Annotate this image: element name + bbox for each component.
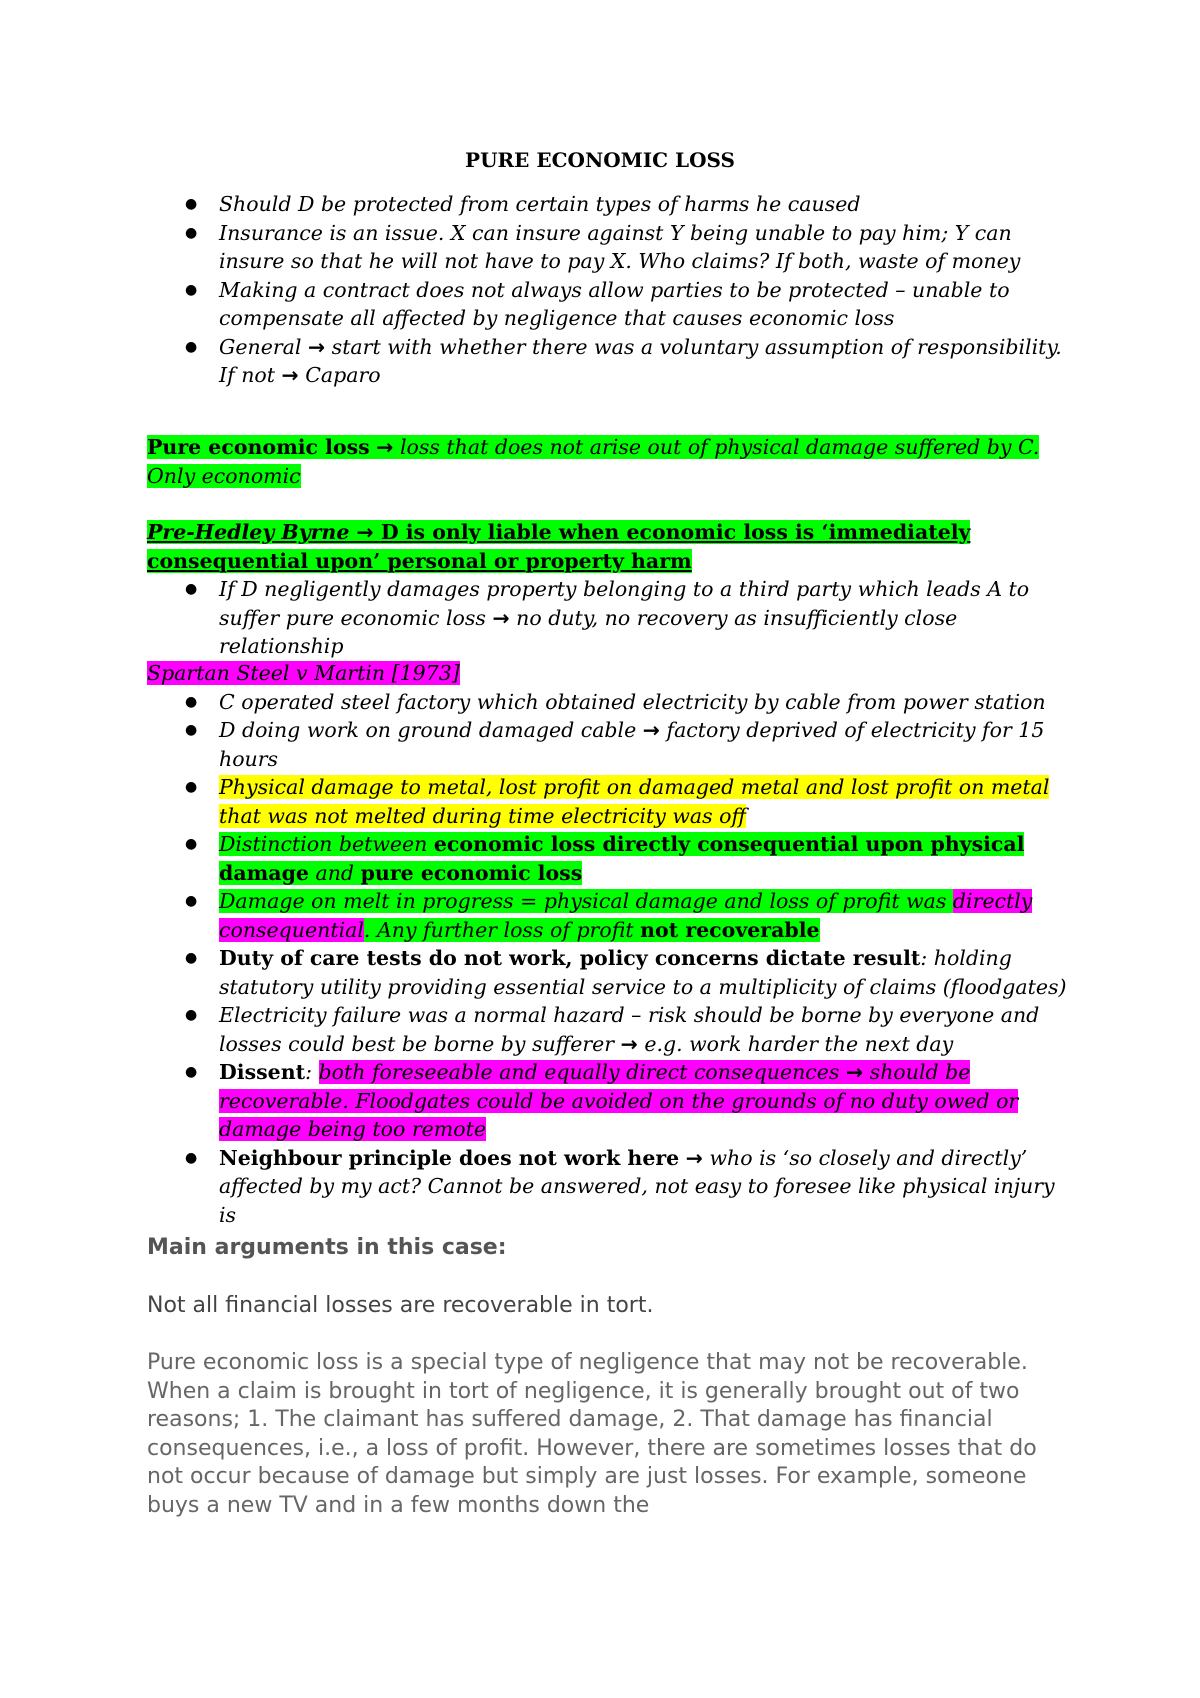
list-item-text: . Any further loss of profit [363, 917, 634, 942]
list-item-text: Neighbour principle does not work here [219, 1145, 680, 1170]
general-text: start with whether there was a voluntary assumption of responsibility. If not [219, 334, 1062, 387]
list-item-text: If D negligently damages property belonging to a third party which leads A to suffer pure economic loss [219, 577, 1030, 630]
arrow-icon: → [845, 1060, 864, 1084]
list-item [147, 773, 1077, 830]
list-item-text: not recoverable [640, 917, 820, 942]
body-paragraph: Pure economic loss is a special type of negligence that may not be recoverable. When a claim is brought in tort of negligence, it is generally brought out of two reasons; 1. The claimant has suffered damage, 2. That damage has financial consequences, i.e., a loss of profit. However, there are sometimes losses that do not occur because of damage but simply are just losses. For example, someone buys a new TV and in a few months down the [147, 1350, 1037, 1518]
list-item-text: directly consequential [219, 889, 1033, 942]
list-item [147, 333, 1077, 390]
definition-term: Pure economic loss [147, 435, 370, 459]
list-item-text: no duty, no recovery as insufficiently close relationship [219, 605, 958, 658]
list-item [147, 1001, 1077, 1058]
list-item-text: Insurance is an issue. X can insure against Y being unable to pay him; Y can insure so that he will not have to pay X. Who claims? If both, waste of money [219, 220, 1021, 273]
list-item-text: both foreseeable and equally direct consequences [318, 1060, 840, 1084]
list-item-text: Making a contract does not always allow parties to be protected – unable to compensate all affected by negligence that causes economic loss [219, 277, 1010, 330]
list-item-text: factory deprived of electricity for 15 hours [219, 718, 1045, 771]
list-item-text: and [315, 860, 355, 885]
arrow-icon: → [620, 1031, 638, 1056]
list-item-text: D doing work on ground damaged cable [219, 718, 637, 742]
arrow-icon: → [492, 605, 510, 630]
case-name: Spartan Steel v Martin [1973] [147, 661, 460, 685]
list-item [147, 190, 1077, 219]
definition-text: loss that does not arise out of physical damage suffered by C. Only economic [147, 435, 1040, 488]
list-item [147, 1058, 1077, 1144]
list-item-text: Electricity failure was a normal hazard – risk should be borne by everyone and losses could best be borne by sufferer [219, 1003, 1040, 1056]
list-item-text: Duty of care tests do not work, policy concerns dictate result [219, 946, 921, 970]
list-item-text: : [305, 1060, 312, 1084]
general-label: General [219, 334, 302, 359]
list-item-text: Physical damage to metal, lost profit on damaged metal and lost profit on metal that was not melted during time electricity was off [219, 775, 1050, 828]
list-item-text: should be recoverable. Floodgates could be avoided on the grounds of no duty owed or damage being too remote [219, 1060, 1019, 1141]
list-item [147, 887, 1077, 944]
list-item-text: Distinction between [219, 832, 428, 856]
arrow-icon: → [685, 1145, 703, 1170]
case-name: Pre-Hedley Byrne [147, 520, 350, 544]
list-item [147, 716, 1077, 773]
list-item [147, 944, 1077, 1001]
section-subtext: Not all financial losses are recoverable in tort. [147, 1293, 654, 1318]
list-item [147, 219, 1077, 276]
definition-block [147, 433, 1077, 490]
spartan-block [147, 659, 1077, 1229]
arrow-icon: → [307, 334, 326, 359]
pre-hedley-block [147, 518, 1077, 661]
arrow-icon: → [281, 363, 299, 387]
list-item-text: Should D be protected from certain types of harms he caused [219, 192, 861, 216]
list-item-text: Damage on melt in progress = physical damage and loss of profit was [219, 889, 947, 913]
page-title: PURE ECONOMIC LOSS [465, 148, 735, 172]
arrow-icon: → [376, 435, 394, 459]
list-item-text: e.g. work harder the next day [644, 1031, 954, 1056]
section-heading: Main arguments in this case: [147, 1235, 507, 1260]
list-item [147, 575, 1077, 661]
list-item [147, 1144, 1077, 1230]
general-case: Caparo [305, 363, 381, 387]
list-item-text: economic loss directly consequential upon physical damage [219, 832, 1025, 885]
list-item-text: Dissent [219, 1060, 306, 1084]
arrow-icon: → [356, 520, 374, 544]
list-item [147, 688, 1077, 717]
arrow-icon: → [642, 718, 660, 742]
list-item-text: : holding statutory utility providing essential service to a multiplicity of claims (floodgates) [219, 946, 1067, 999]
intro-section [147, 190, 1077, 390]
list-item [147, 830, 1077, 887]
list-item-text: C operated steel factory which obtained electricity by cable from power station [219, 689, 1046, 714]
list-item-text: who is ‘so closely and directly’ affected by my act? Cannot be answered, not easy to foresee like physical injury is [219, 1145, 1055, 1227]
list-item [147, 276, 1077, 333]
rule-text: D is only liable when economic loss is ‘immediately consequential upon’ personal or property harm [147, 520, 971, 573]
list-item-text: pure economic loss [360, 860, 583, 885]
